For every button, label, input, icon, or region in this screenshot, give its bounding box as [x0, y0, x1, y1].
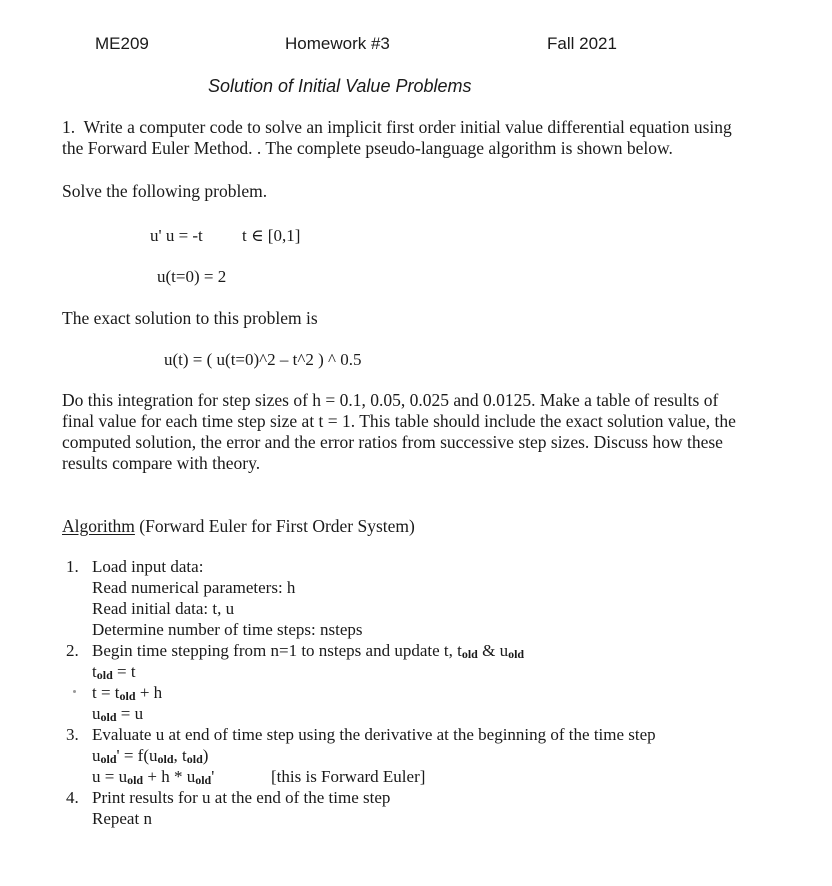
step-1-line-2: Read initial data: t, u: [92, 599, 235, 618]
assign-text: = u: [116, 704, 144, 723]
instruction-line-4: results compare with theory.: [62, 453, 261, 473]
exact-intro: The exact solution to this problem is: [62, 308, 318, 328]
step-1-line-1: Read numerical parameters: h: [92, 578, 296, 597]
algorithm-heading-underlined: Algorithm: [62, 516, 135, 536]
step-1-line-3: Determine number of time steps: nsteps: [92, 620, 363, 639]
course-code: ME209: [95, 34, 149, 53]
step-2-line-2: [92, 683, 162, 707]
var-t: t: [92, 662, 97, 681]
step-3-line-1: [92, 746, 208, 770]
step-2-title: [66, 641, 524, 665]
sub-old: old: [100, 752, 117, 766]
instruction-line-3: computed solution, the error and the error ratios from successive step sizes. Discuss how these: [62, 432, 723, 452]
problem-text-1: Write a computer code to solve an implicit first order initial value differential equation using: [83, 117, 732, 137]
assign-text: + h: [135, 683, 163, 702]
solve-text: Solve the following problem.: [62, 181, 268, 201]
sub-old: old: [157, 752, 174, 766]
instruction-line-2: final value for each time step size at t = 1. This table should include the exact solution value, the: [62, 411, 736, 431]
step-4-title: [66, 788, 390, 809]
sub-old: old: [96, 668, 113, 682]
step-1-text: Load input data:: [92, 557, 204, 576]
time-domain: t ∈ [0,1]: [242, 226, 301, 245]
page-title: Solution of Initial Value Problems: [208, 76, 472, 96]
step-4-text: Print results for u at the end of the time step: [92, 788, 391, 807]
step-2-text-a: Begin time stepping from n=1 to nsteps and update t, t: [92, 641, 462, 660]
assign-text: ': [211, 767, 215, 786]
step-4-number: 4.: [66, 788, 79, 807]
sub-old: old: [508, 647, 525, 661]
forward-euler-note: [this is Forward Euler]: [271, 767, 426, 786]
var-u: u: [92, 746, 101, 765]
sub-old: old: [186, 752, 203, 766]
step-3-text: Evaluate u at end of time step using the derivative at the beginning of the time step: [92, 725, 656, 744]
assign-text: = t: [112, 662, 136, 681]
algorithm-heading: [62, 516, 415, 537]
step-3-line-2: [92, 767, 214, 791]
assign-text: t = t: [92, 683, 120, 702]
var-u: u: [92, 704, 101, 723]
step-2-line-3: [92, 704, 143, 728]
repeat-line: Repeat n: [92, 809, 152, 828]
step-1-title: [66, 557, 203, 578]
term: Fall 2021: [547, 34, 617, 53]
algorithm-heading-rest: (Forward Euler for First Order System): [134, 516, 415, 536]
step-2-text-b: & u: [477, 641, 509, 660]
step-1-number: 1.: [66, 557, 79, 576]
differential-equation: u' u = -t: [150, 226, 203, 245]
assign-text: ' = f(u: [116, 746, 158, 765]
step-3-number: 3.: [66, 725, 79, 744]
sub-old: old: [461, 647, 478, 661]
step-2-number: 2.: [66, 641, 79, 660]
assign-text: + h * u: [143, 767, 196, 786]
sub-old: old: [119, 689, 136, 703]
sub-old: old: [127, 773, 144, 787]
step-2-line-1: [92, 662, 136, 686]
stray-dot: [73, 690, 76, 693]
assignment-title: Homework #3: [285, 34, 390, 53]
exact-solution: u(t) = ( u(t=0)^2 – t^2 ) ^ 0.5: [164, 350, 362, 369]
problem-line-1: [62, 117, 732, 138]
assign-text: ): [202, 746, 209, 765]
problem-line-2: the Forward Euler Method. . The complete pseudo-language algorithm is shown below.: [62, 138, 673, 158]
assign-text: u = u: [92, 767, 128, 786]
sub-old: old: [195, 773, 212, 787]
initial-condition: u(t=0) = 2: [157, 267, 227, 286]
problem-number: 1.: [62, 117, 76, 137]
step-3-title: [66, 725, 656, 746]
assign-text: , t: [173, 746, 187, 765]
instruction-line-1: Do this integration for step sizes of h = 0.1, 0.05, 0.025 and 0.0125. Make a table of results of: [62, 390, 719, 410]
sub-old: old: [100, 710, 117, 724]
